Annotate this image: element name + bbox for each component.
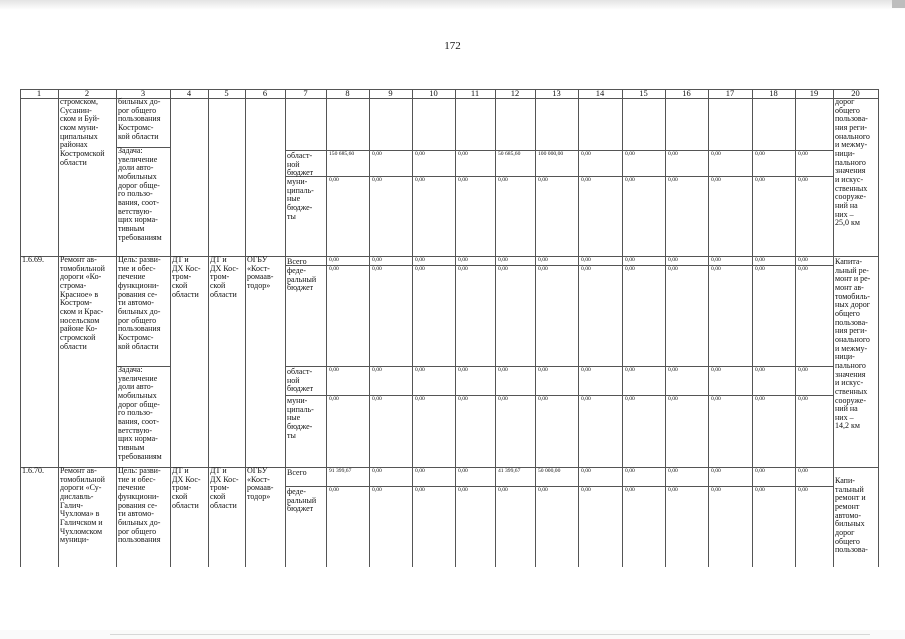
money-value: 0,00 <box>415 367 425 373</box>
column-header-3: 3 <box>140 88 146 98</box>
money-value: 0,00 <box>372 151 382 157</box>
money-value: 0,00 <box>498 177 508 183</box>
money-value: 0,00 <box>668 367 678 373</box>
funding-source-label: област- ной бюджет <box>287 151 314 178</box>
column-rule <box>116 89 117 567</box>
column-header-16: 16 <box>682 88 691 98</box>
money-value: 0,00 <box>798 257 808 263</box>
column-header-1: 1 <box>36 88 42 98</box>
item-number: 1.6.69. <box>22 255 44 264</box>
money-value: 0,00 <box>798 468 808 474</box>
column-header-11: 11 <box>470 88 480 98</box>
column-rule <box>208 89 209 567</box>
money-value: 0,00 <box>329 487 339 493</box>
money-value: 0,00 <box>755 257 765 263</box>
money-value: 0,00 <box>755 487 765 493</box>
column-header-13: 13 <box>552 88 561 98</box>
goal-text: бильных до- рог общего пользования Костромс- кой области <box>118 97 161 141</box>
expected-result: Капи- тальный ремонт и ремонт автомо- бильных дорог общего пользова- <box>835 476 868 555</box>
money-value: 0,00 <box>458 367 468 373</box>
scan-corner-mark <box>892 0 905 8</box>
scan-shadow-line <box>110 634 870 635</box>
money-value: 0,00 <box>538 266 548 272</box>
money-row-rule <box>285 395 833 396</box>
column-header-20: 20 <box>851 88 860 98</box>
money-value: 0,00 <box>625 177 635 183</box>
column-header-6: 6 <box>262 88 268 98</box>
money-value: 0,00 <box>625 468 635 474</box>
customer-cell: ДТ и ДХ Кос- тром- ской области <box>172 255 201 299</box>
money-value: 0,00 <box>581 396 591 402</box>
column-header-4: 4 <box>186 88 192 98</box>
object-description: Ремонт ав- томобильной дороги «Ко- строма- Красное» в Костром- ском и Крас- носельском районе Ко- стромской области <box>60 255 105 351</box>
money-value: 0,00 <box>415 151 425 157</box>
money-value: 0,00 <box>329 177 339 183</box>
column-header-19: 19 <box>809 88 819 98</box>
money-value: 0,00 <box>668 257 678 263</box>
column-header-2: 2 <box>84 88 90 98</box>
column-header-15: 15 <box>639 88 648 98</box>
money-value: 0,00 <box>372 396 382 402</box>
money-value: 0,00 <box>458 396 468 402</box>
money-value: 0,00 <box>711 487 721 493</box>
funding-source-label: Всего <box>287 468 307 477</box>
column-rule <box>833 89 834 567</box>
money-value: 0,00 <box>755 396 765 402</box>
executor-cell: ОГБУ «Кост- ромаав- тодор» <box>247 466 274 501</box>
column-header-8: 8 <box>345 88 350 98</box>
column-header-7: 7 <box>303 88 308 98</box>
money-value: 0,00 <box>625 367 635 373</box>
column-rule <box>795 89 796 567</box>
column-header-17: 17 <box>725 88 735 98</box>
column-rule <box>326 89 327 567</box>
money-value: 0,00 <box>458 266 468 272</box>
object-description: Ремонт ав- томобильной дороги «Су- диславль- Галич- Чухлома» в Галичском и Чухломском муници- <box>60 466 105 545</box>
money-value: 0,00 <box>329 367 339 373</box>
money-value: 0,00 <box>329 396 339 402</box>
expected-result: Капита- льный ре- монт и ре- монт ав- томобиль- ных дорог общего пользова- ния реги- онального и межму- ници- пального значения и искус- ственных сооруже- ний на них – 14,2 км <box>835 257 871 431</box>
column-rule <box>878 89 879 567</box>
column-rule <box>58 89 59 567</box>
money-row-rule <box>285 265 833 266</box>
money-value: 0,00 <box>458 468 468 474</box>
money-value: 0,00 <box>755 177 765 183</box>
money-value: 0,00 <box>668 266 678 272</box>
column-rule <box>578 89 579 567</box>
column-rule <box>369 89 370 567</box>
column-rule <box>495 89 496 567</box>
money-value: 0,00 <box>498 487 508 493</box>
money-value: 0,00 <box>372 367 382 373</box>
money-value: 0,00 <box>625 151 635 157</box>
money-value: 0,00 <box>415 257 425 263</box>
funding-source-label: Всего <box>287 257 307 266</box>
money-value: 150 685,60 <box>329 151 355 157</box>
money-value: 0,00 <box>625 396 635 402</box>
money-value: 0,00 <box>668 177 678 183</box>
column-rule <box>20 89 21 567</box>
page-number: 172 <box>444 40 461 52</box>
money-value: 0,00 <box>625 266 635 272</box>
coordinator-cell: ДТ и ДХ Кос- тром- ской области <box>210 466 239 510</box>
money-value: 41 399,67 <box>498 468 521 474</box>
column-header-12: 12 <box>510 88 520 98</box>
money-value: 0,00 <box>538 257 548 263</box>
object-description: стромском, Сусанин- ском и Буй- ском муни- ципальных районах Костромской области <box>60 97 105 167</box>
funding-source-label: област- ной бюджет <box>287 367 314 394</box>
column-rule <box>708 89 709 567</box>
money-value: 0,00 <box>711 257 721 263</box>
executor-cell: ОГБУ «Кост- ромаав- тодор» <box>247 255 274 290</box>
money-value: 0,00 <box>798 177 808 183</box>
money-value: 0,00 <box>458 257 468 263</box>
money-value: 0,00 <box>372 257 382 263</box>
column-rule <box>752 89 753 567</box>
money-value: 0,00 <box>415 396 425 402</box>
column-header-9: 9 <box>388 88 393 98</box>
table-top-rule <box>20 89 878 90</box>
funding-source-label: муни- ципаль- ные бюдже- ты <box>287 177 314 221</box>
column-rule <box>245 89 246 567</box>
money-value: 0,00 <box>581 487 591 493</box>
column-rule <box>285 89 286 567</box>
money-value: 0,00 <box>755 151 765 157</box>
money-value: 0,00 <box>415 266 425 272</box>
money-value: 0,00 <box>498 367 508 373</box>
money-value: 0,00 <box>538 177 548 183</box>
item-number: 1.6.70. <box>22 466 44 475</box>
money-value: 0,00 <box>711 367 721 373</box>
money-value: 50 685,60 <box>498 151 521 157</box>
money-value: 100 000,00 <box>538 151 564 157</box>
money-value: 0,00 <box>798 487 808 493</box>
money-row-rule <box>285 366 833 367</box>
money-value: 0,00 <box>329 257 339 263</box>
money-value: 0,00 <box>415 468 425 474</box>
goal-text: Цель: разви- тие и обес- печение функциони- рования се- ти автомо- бильных до- рог общего пользования Костромс- кой области <box>118 255 161 351</box>
column-rule <box>665 89 666 567</box>
money-value: 0,00 <box>711 151 721 157</box>
funding-source-label: муни- ципаль- ные бюдже- ты <box>287 396 314 440</box>
money-value: 0,00 <box>668 487 678 493</box>
money-value: 0,00 <box>711 468 721 474</box>
money-value: 0,00 <box>755 367 765 373</box>
expected-result: дорог общего пользова- ния реги- онального и межму- ници- пального значения и искус- ственных сооруже- ний на них – 25,0 км <box>835 97 870 228</box>
money-value: 0,00 <box>625 487 635 493</box>
funding-source-label: феде- ральный бюджет <box>287 266 317 293</box>
money-value: 0,00 <box>711 266 721 272</box>
money-value: 0,00 <box>581 468 591 474</box>
column-rule <box>170 89 171 567</box>
column-header-14: 14 <box>595 88 605 98</box>
money-value: 0,00 <box>798 396 808 402</box>
money-value: 0,00 <box>415 177 425 183</box>
money-value: 0,00 <box>798 266 808 272</box>
money-row-rule <box>285 486 833 487</box>
column-header-5: 5 <box>224 88 229 98</box>
column-header-18: 18 <box>769 88 778 98</box>
money-value: 0,00 <box>581 367 591 373</box>
money-value: 0,00 <box>372 177 382 183</box>
money-value: 0,00 <box>498 396 508 402</box>
money-value: 0,00 <box>581 257 591 263</box>
funding-source-label: феде- ральный бюджет <box>287 487 317 514</box>
money-value: 0,00 <box>372 468 382 474</box>
column-rule <box>535 89 536 567</box>
money-value: 0,00 <box>581 266 591 272</box>
goal-text: Цель: разви- тие и обес- печение функциони- рования се- ти автомо- бильных до- рог общего пользования <box>118 466 161 545</box>
column-rule <box>455 89 456 567</box>
task-text: Задача: увеличение доли авто- мобильных дорог обще- го пользо- вания, соот- ветствую- щих норма- тивным требованиям <box>118 146 162 242</box>
money-value: 0,00 <box>625 257 635 263</box>
money-value: 0,00 <box>372 487 382 493</box>
column-rule <box>622 89 623 567</box>
money-value: 0,00 <box>668 468 678 474</box>
money-value: 0,00 <box>798 367 808 373</box>
money-value: 0,00 <box>329 266 339 272</box>
money-value: 0,00 <box>581 151 591 157</box>
money-value: 0,00 <box>538 487 548 493</box>
column-header-10: 10 <box>429 88 438 98</box>
money-value: 0,00 <box>498 257 508 263</box>
scan-edge-top <box>0 0 905 10</box>
money-value: 0,00 <box>711 396 721 402</box>
task-text: Задача: увеличение доли авто- мобильных дорог обще- го пользо- вания, соот- ветствую- щих норма- тивным требованиям <box>118 365 162 461</box>
money-value: 0,00 <box>458 151 468 157</box>
money-value: 0,00 <box>415 487 425 493</box>
money-value: 0,00 <box>581 177 591 183</box>
money-value: 0,00 <box>458 487 468 493</box>
money-value: 0,00 <box>755 266 765 272</box>
money-value: 0,00 <box>458 177 468 183</box>
money-value: 0,00 <box>538 396 548 402</box>
money-value: 0,00 <box>538 367 548 373</box>
money-value: 0,00 <box>755 468 765 474</box>
customer-cell: ДТ и ДХ Кос- тром- ской области <box>172 466 201 510</box>
money-value: 50 000,00 <box>538 468 561 474</box>
coordinator-cell: ДТ и ДХ Кос- тром- ской области <box>210 255 239 299</box>
column-rule <box>412 89 413 567</box>
money-value: 0,00 <box>668 151 678 157</box>
money-value: 0,00 <box>498 266 508 272</box>
money-value: 0,00 <box>711 177 721 183</box>
money-value: 0,00 <box>668 396 678 402</box>
money-value: 91 399,67 <box>329 468 352 474</box>
money-value: 0,00 <box>372 266 382 272</box>
money-value: 0,00 <box>798 151 808 157</box>
money-row-rule <box>285 176 833 177</box>
